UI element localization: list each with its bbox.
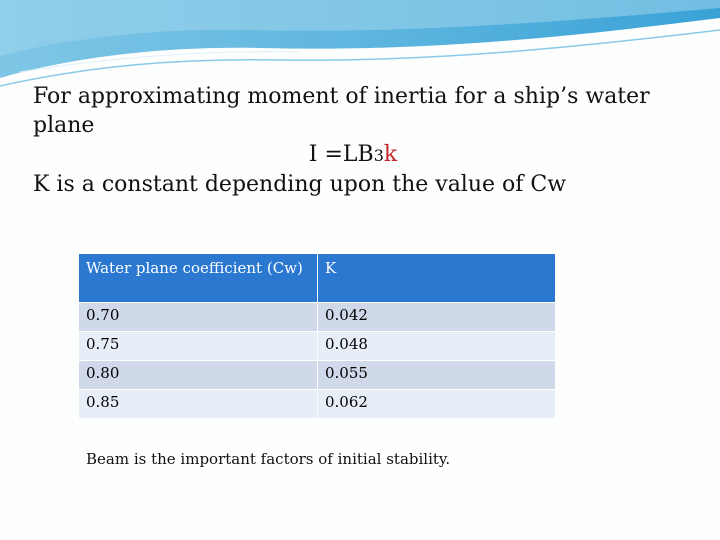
table-header-row bbox=[79, 254, 556, 303]
table-row bbox=[79, 303, 556, 332]
k-value: 0.042 bbox=[318, 303, 556, 332]
constant-description: K is a constant depending upon the value of Cw bbox=[33, 172, 567, 197]
table-row bbox=[79, 332, 556, 361]
inertia-formula bbox=[33, 140, 673, 170]
k-value: 0.062 bbox=[318, 390, 556, 419]
header-k: K bbox=[318, 254, 556, 303]
table-row bbox=[79, 390, 556, 419]
coefficient-table bbox=[78, 253, 556, 419]
cw-value: 0.75 bbox=[79, 332, 318, 361]
intro-line-2: plane bbox=[33, 113, 95, 138]
formula-k: k bbox=[383, 142, 398, 167]
cw-value: 0.80 bbox=[79, 361, 318, 390]
k-value: 0.048 bbox=[318, 332, 556, 361]
cw-value: 0.85 bbox=[79, 390, 318, 419]
decorative-wave-banner bbox=[0, 0, 720, 90]
formula-main: I =LB bbox=[308, 142, 374, 167]
table-row bbox=[79, 361, 556, 390]
header-water-plane-coefficient: Water plane coefficient (Cw) bbox=[79, 254, 318, 303]
intro-line-1: For approximating moment of inertia for a ship’s water bbox=[33, 84, 650, 109]
k-value: 0.055 bbox=[318, 361, 556, 390]
formula-exponent: 3 bbox=[373, 146, 384, 165]
cw-value: 0.70 bbox=[79, 303, 318, 332]
stability-note: Beam is the important factors of initial stability. bbox=[86, 450, 451, 468]
slide-body bbox=[33, 82, 693, 199]
